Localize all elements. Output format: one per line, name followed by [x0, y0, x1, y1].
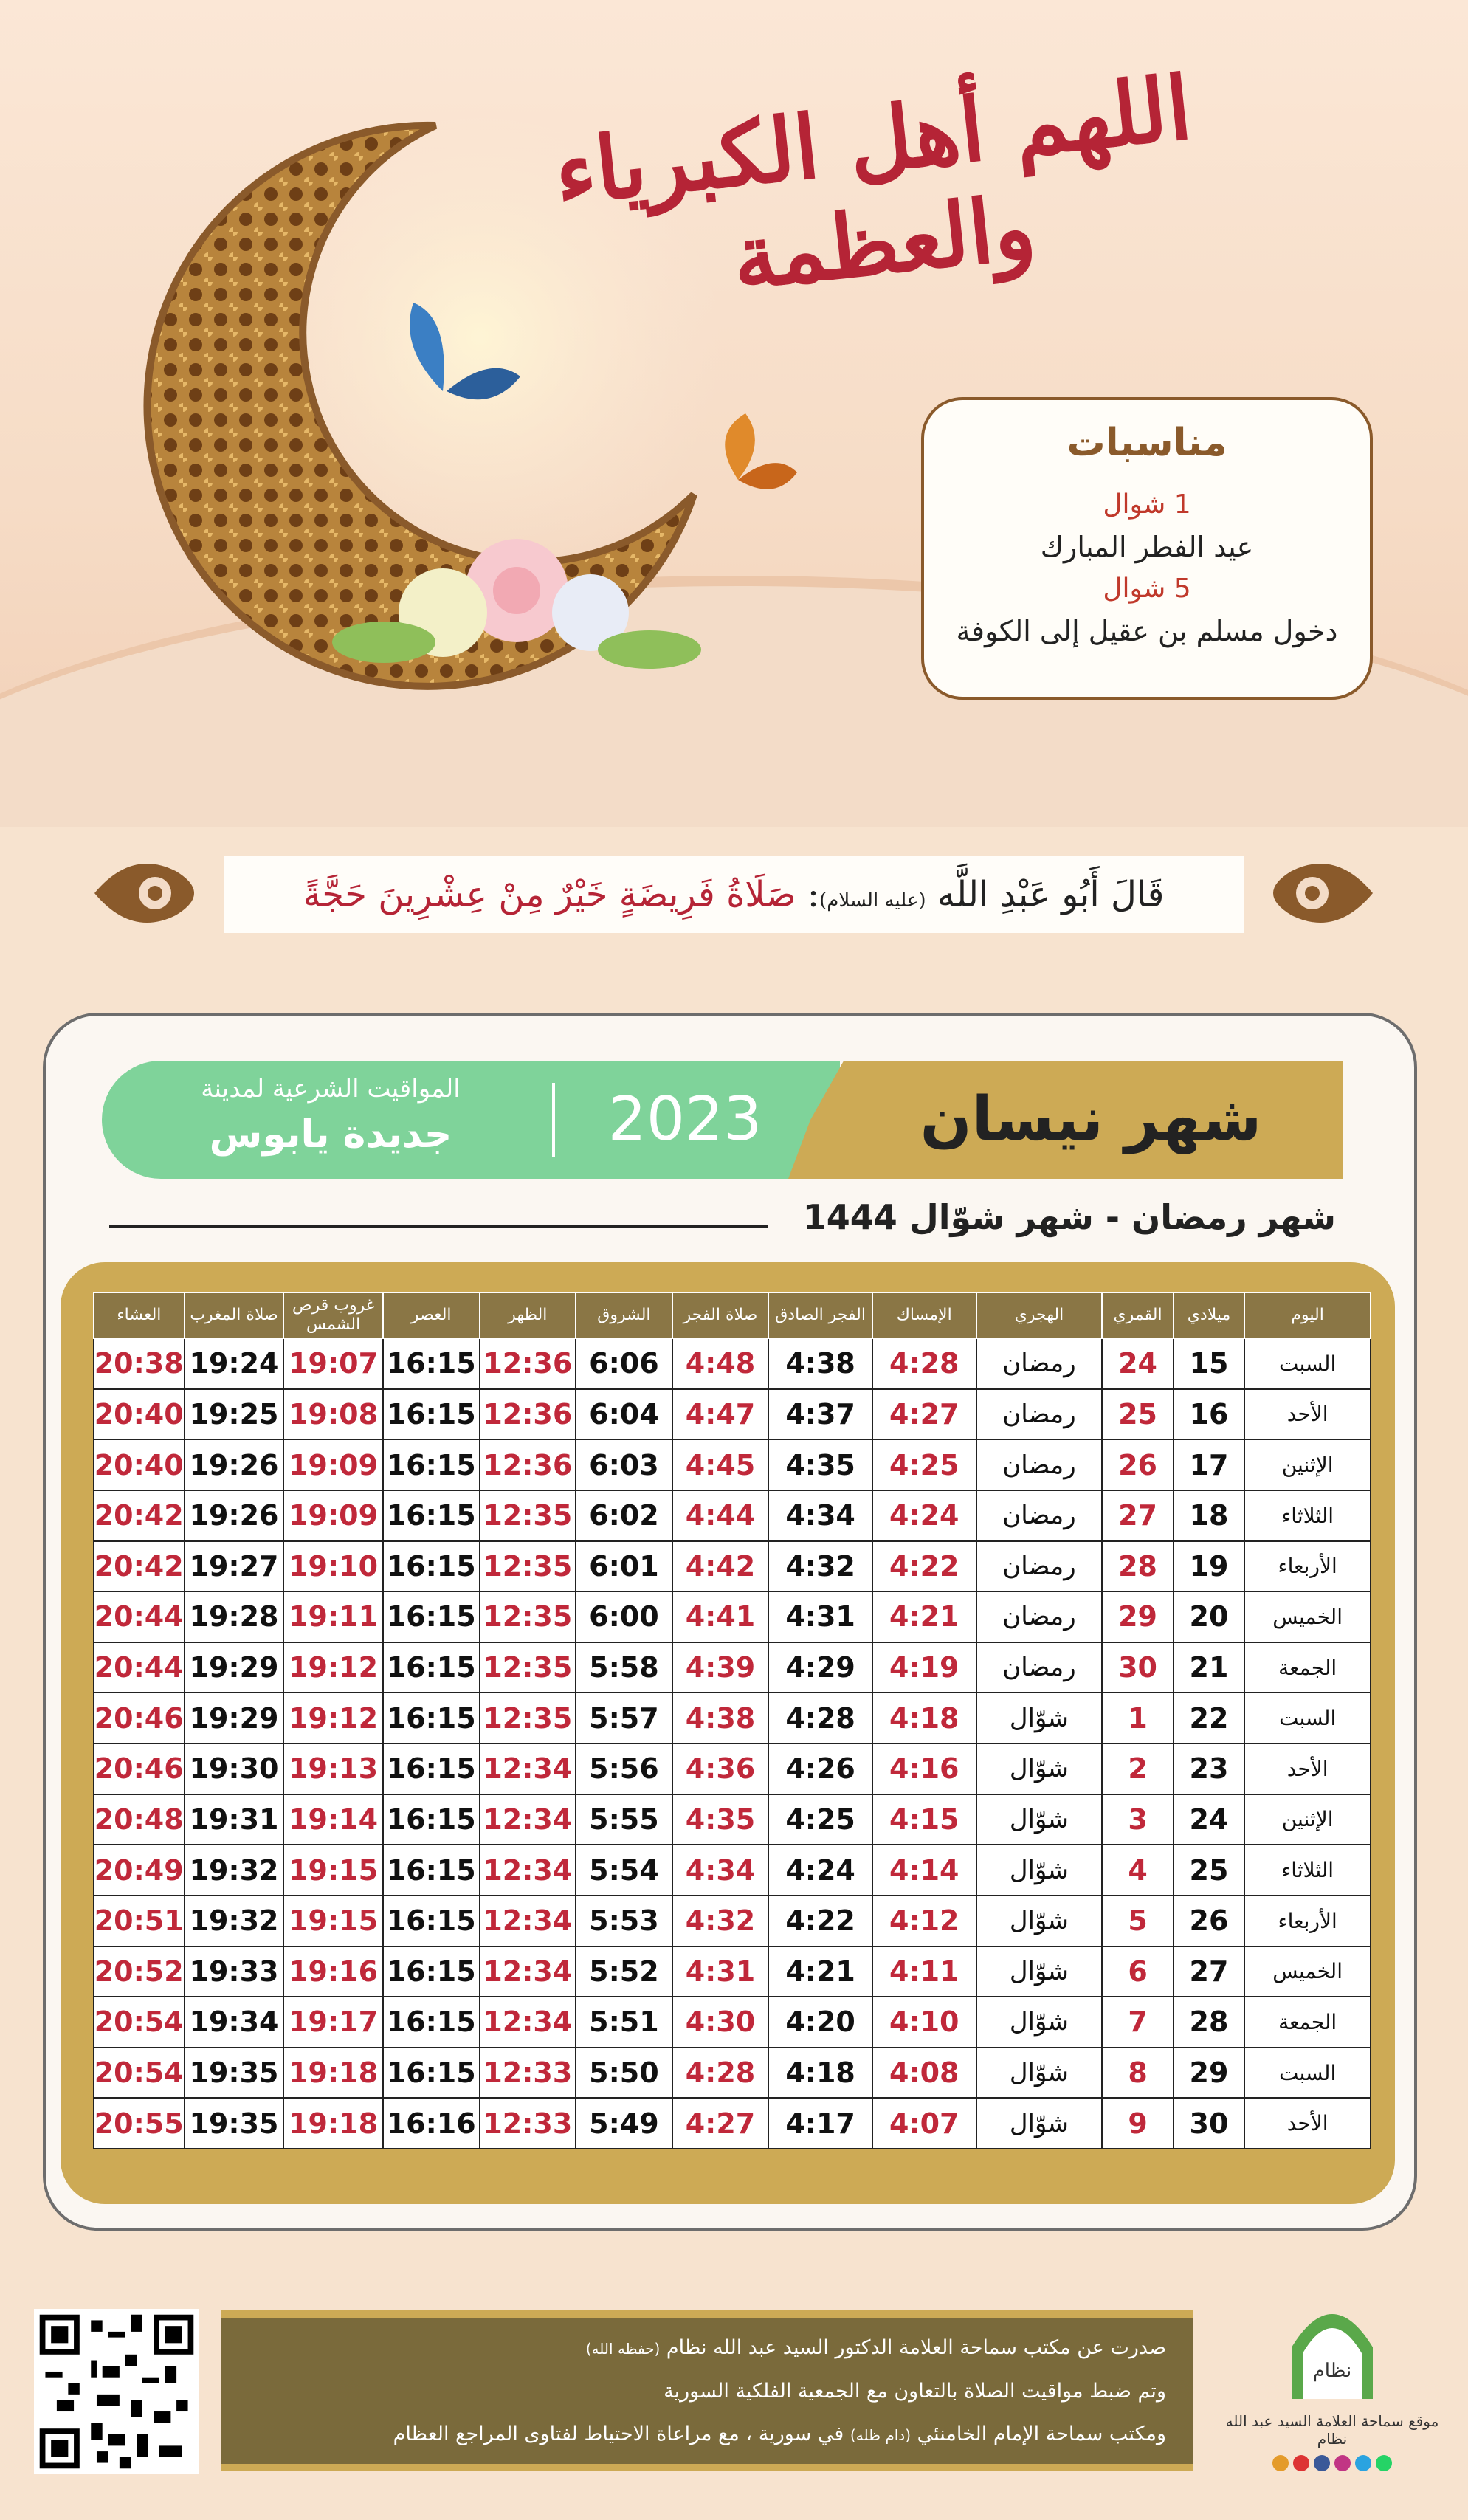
- cell-col-imsak: 4:11: [872, 1946, 976, 1997]
- cell-col-sunset: 19:09: [283, 1439, 383, 1490]
- cell-col-sunset: 19:12: [283, 1693, 383, 1743]
- cell-col-fajr-prayer: 4:30: [672, 1997, 769, 2048]
- cell-col-imsak: 4:07: [872, 2098, 976, 2149]
- cell-col-sunrise: 6:01: [576, 1541, 672, 1592]
- cell-col-sunrise: 5:50: [576, 2048, 672, 2099]
- header-col-day: اليوم: [1244, 1292, 1371, 1338]
- cell-col-fajr-prayer: 4:32: [672, 1896, 769, 1946]
- cell-col-fajr-true: 4:21: [768, 1946, 872, 1997]
- table-row: [94, 1946, 1371, 1997]
- cell-col-fajr-true: 4:35: [768, 1439, 872, 1490]
- cell-col-hijri-month: شوّال: [976, 1997, 1103, 2048]
- cell-col-gregorian: 21: [1174, 1642, 1244, 1693]
- cell-col-fajr-true: 4:18: [768, 2048, 872, 2099]
- cell-col-sunrise: 5:56: [576, 1743, 672, 1794]
- cell-col-asr: 16:15: [383, 1896, 480, 1946]
- cell-col-lunar: 5: [1102, 1896, 1173, 1946]
- cell-col-isha: 20:44: [94, 1591, 185, 1642]
- city-label: المواقيت الشرعية لمدينة: [201, 1074, 461, 1104]
- table-row: [94, 1743, 1371, 1794]
- cell-col-isha: 20:48: [94, 1794, 185, 1845]
- cell-col-hijri-month: شوّال: [976, 2048, 1103, 2099]
- cell-col-sunset: 19:07: [283, 1338, 383, 1389]
- cell-col-sunset: 19:18: [283, 2098, 383, 2149]
- cell-col-fajr-true: 4:34: [768, 1490, 872, 1541]
- hadith-honorific: (عليه السلام): [819, 889, 926, 912]
- cell-col-gregorian: 25: [1174, 1845, 1244, 1896]
- cell-col-sunset: 19:15: [283, 1845, 383, 1896]
- cell-col-isha: 20:52: [94, 1946, 185, 1997]
- table-row: [94, 1591, 1371, 1642]
- hadith-band: [87, 841, 1380, 945]
- cell-col-fajr-true: 4:25: [768, 1794, 872, 1845]
- cell-col-day: الأربعاء: [1244, 1541, 1371, 1592]
- cell-col-sunset: 19:12: [283, 1642, 383, 1693]
- cell-col-isha: 20:51: [94, 1896, 185, 1946]
- cell-col-sunrise: 6:00: [576, 1591, 672, 1642]
- header-col-sunset: غروب قرص الشمس: [283, 1292, 383, 1338]
- cell-col-asr: 16:15: [383, 1591, 480, 1642]
- cell-col-fajr-true: 4:38: [768, 1338, 872, 1389]
- cell-col-isha: 20:54: [94, 2048, 185, 2099]
- cell-col-asr: 16:15: [383, 1794, 480, 1845]
- cell-col-sunrise: 6:02: [576, 1490, 672, 1541]
- footer-text: في سورية ، مع مراعاة الاحتياط لفتاوى المراجع العظام: [393, 2423, 844, 2445]
- cell-col-isha: 20:40: [94, 1439, 185, 1490]
- cell-col-lunar: 7: [1102, 1997, 1173, 2048]
- cell-col-sunset: 19:16: [283, 1946, 383, 1997]
- cell-col-hijri-month: شوّال: [976, 1794, 1103, 1845]
- cell-col-asr: 16:15: [383, 1845, 480, 1896]
- header-col-imsak: الإمساك: [872, 1292, 976, 1338]
- cell-col-isha: 20:54: [94, 1997, 185, 2048]
- cell-col-sunset: 19:18: [283, 2048, 383, 2099]
- cell-col-sunset: 19:14: [283, 1794, 383, 1845]
- table-body: [94, 1338, 1371, 2149]
- band-divider: [552, 1083, 555, 1157]
- cell-col-imsak: 4:28: [872, 1338, 976, 1389]
- ornament-right-icon: [1244, 841, 1380, 945]
- facebook-icon[interactable]: [1314, 2455, 1330, 2471]
- cell-col-gregorian: 30: [1174, 2098, 1244, 2149]
- cell-col-imsak: 4:19: [872, 1642, 976, 1693]
- hijri-months: شهر رمضان - شهر شوّال 1444: [802, 1197, 1336, 1237]
- telegram-icon[interactable]: [1355, 2455, 1371, 2471]
- cell-col-fajr-prayer: 4:42: [672, 1541, 769, 1592]
- cell-col-isha: 20:46: [94, 1743, 185, 1794]
- cell-col-day: الإثنين: [1244, 1439, 1371, 1490]
- city-name: جديدة يابوس: [209, 1112, 452, 1157]
- cell-col-sunset: 19:17: [283, 1997, 383, 2048]
- table-header-row: [94, 1292, 1371, 1338]
- cell-col-hijri-month: رمضان: [976, 1439, 1103, 1490]
- header-col-sunrise: الشروق: [576, 1292, 672, 1338]
- header-col-dhuhr: الظهر: [480, 1292, 576, 1338]
- footer-line: [248, 2327, 1166, 2370]
- cell-col-imsak: 4:22: [872, 1541, 976, 1592]
- header-col-maghrib: صلاة المغرب: [185, 1292, 284, 1338]
- cell-col-asr: 16:15: [383, 1389, 480, 1440]
- cell-col-lunar: 28: [1102, 1541, 1173, 1592]
- cell-col-lunar: 3: [1102, 1794, 1173, 1845]
- cell-col-maghrib: 19:32: [185, 1845, 284, 1896]
- cell-col-day: السبت: [1244, 1693, 1371, 1743]
- cell-col-lunar: 29: [1102, 1591, 1173, 1642]
- cell-col-lunar: 1: [1102, 1693, 1173, 1743]
- cell-col-hijri-month: رمضان: [976, 1541, 1103, 1592]
- cell-col-gregorian: 17: [1174, 1439, 1244, 1490]
- cell-col-fajr-true: 4:28: [768, 1693, 872, 1743]
- cell-col-asr: 16:15: [383, 1997, 480, 2048]
- cell-col-asr: 16:15: [383, 1541, 480, 1592]
- table-row: [94, 1693, 1371, 1743]
- cell-col-gregorian: 23: [1174, 1743, 1244, 1794]
- cell-col-maghrib: 19:27: [185, 1541, 284, 1592]
- cell-col-lunar: 2: [1102, 1743, 1173, 1794]
- cell-col-fajr-prayer: 4:34: [672, 1845, 769, 1896]
- cell-col-gregorian: 27: [1174, 1946, 1244, 1997]
- cell-col-fajr-true: 4:20: [768, 1997, 872, 2048]
- hadith-quote: صَلَاةُ فَرِيضَةٍ خَيْرٌ مِنْ عِشْرِينَ حَجَّةً: [303, 874, 796, 915]
- event-date: 5 شوال: [1103, 574, 1191, 604]
- cell-col-gregorian: 19: [1174, 1541, 1244, 1592]
- cell-col-sunrise: 5:57: [576, 1693, 672, 1743]
- cell-col-lunar: 26: [1102, 1439, 1173, 1490]
- cell-col-gregorian: 29: [1174, 2048, 1244, 2099]
- footer-line: [248, 2413, 1166, 2457]
- cell-col-day: الخميس: [1244, 1591, 1371, 1642]
- cell-col-isha: 20:40: [94, 1389, 185, 1440]
- cell-col-day: الخميس: [1244, 1946, 1371, 1997]
- cell-col-isha: 20:44: [94, 1642, 185, 1693]
- cell-col-dhuhr: 12:36: [480, 1439, 576, 1490]
- cell-col-day: الأحد: [1244, 1743, 1371, 1794]
- cell-col-hijri-month: شوّال: [976, 1693, 1103, 1743]
- footer-text: صدرت عن مكتب سماحة العلامة الدكتور السيد عبد الله نظام: [666, 2336, 1166, 2359]
- cell-col-day: السبت: [1244, 2048, 1371, 2099]
- cell-col-gregorian: 20: [1174, 1591, 1244, 1642]
- cell-col-imsak: 4:14: [872, 1845, 976, 1896]
- cell-col-dhuhr: 12:35: [480, 1490, 576, 1541]
- cell-col-day: الأحد: [1244, 1389, 1371, 1440]
- month-name: شهر نيسان: [920, 1084, 1262, 1154]
- cell-col-fajr-true: 4:32: [768, 1541, 872, 1592]
- cell-col-asr: 16:15: [383, 1490, 480, 1541]
- cell-col-asr: 16:15: [383, 2048, 480, 2099]
- cell-col-hijri-month: رمضان: [976, 1389, 1103, 1440]
- cell-col-day: السبت: [1244, 1338, 1371, 1389]
- cell-col-dhuhr: 12:35: [480, 1591, 576, 1642]
- cell-col-imsak: 4:18: [872, 1693, 976, 1743]
- cell-col-fajr-true: 4:17: [768, 2098, 872, 2149]
- cell-col-dhuhr: 12:34: [480, 1997, 576, 2048]
- cell-col-fajr-prayer: 4:41: [672, 1591, 769, 1642]
- cell-col-lunar: 8: [1102, 2048, 1173, 2099]
- cell-col-sunset: 19:10: [283, 1541, 383, 1592]
- cell-col-hijri-month: شوّال: [976, 1896, 1103, 1946]
- cell-col-asr: 16:15: [383, 1693, 480, 1743]
- table-row: [94, 1439, 1371, 1490]
- footer-credits: [221, 2310, 1193, 2471]
- cell-col-hijri-month: رمضان: [976, 1490, 1103, 1541]
- cell-col-maghrib: 19:33: [185, 1946, 284, 1997]
- cell-col-isha: 20:46: [94, 1693, 185, 1743]
- cell-col-lunar: 30: [1102, 1642, 1173, 1693]
- cell-col-day: الثلاثاء: [1244, 1490, 1371, 1541]
- cell-col-fajr-true: 4:22: [768, 1896, 872, 1946]
- cell-col-maghrib: 19:26: [185, 1439, 284, 1490]
- cell-col-sunrise: 5:52: [576, 1946, 672, 1997]
- cell-col-dhuhr: 12:35: [480, 1642, 576, 1693]
- header-col-isha: العشاء: [94, 1292, 185, 1338]
- cell-col-isha: 20:42: [94, 1490, 185, 1541]
- cell-col-fajr-prayer: 4:48: [672, 1338, 769, 1389]
- cell-col-dhuhr: 12:34: [480, 1794, 576, 1845]
- dome-logo-icon: [1277, 2288, 1388, 2406]
- cell-col-fajr-true: 4:29: [768, 1642, 872, 1693]
- month-banner: [102, 1061, 1343, 1179]
- cell-col-imsak: 4:10: [872, 1997, 976, 2048]
- footer-note: (حفظه الله): [585, 2340, 661, 2358]
- cell-col-lunar: 4: [1102, 1845, 1173, 1896]
- cell-col-gregorian: 22: [1174, 1693, 1244, 1743]
- cell-col-isha: 20:55: [94, 2098, 185, 2149]
- cell-col-maghrib: 19:32: [185, 1896, 284, 1946]
- year: 2023: [607, 1084, 762, 1154]
- cell-col-imsak: 4:15: [872, 1794, 976, 1845]
- cell-col-fajr-prayer: 4:39: [672, 1642, 769, 1693]
- event-name: دخول مسلم بن عقيل إلى الكوفة: [956, 615, 1338, 647]
- header-col-fajr-true: الفجر الصادق: [768, 1292, 872, 1338]
- cell-col-lunar: 9: [1102, 2098, 1173, 2149]
- cell-col-fajr-prayer: 4:27: [672, 2098, 769, 2149]
- cell-col-fajr-prayer: 4:38: [672, 1693, 769, 1743]
- cell-col-dhuhr: 12:34: [480, 1845, 576, 1896]
- cell-col-maghrib: 19:35: [185, 2048, 284, 2099]
- cell-col-fajr-prayer: 4:47: [672, 1389, 769, 1440]
- cell-col-sunset: 19:13: [283, 1743, 383, 1794]
- cell-col-maghrib: 19:25: [185, 1389, 284, 1440]
- cell-col-dhuhr: 12:34: [480, 1946, 576, 1997]
- qr-code-icon[interactable]: [34, 2309, 199, 2474]
- cell-col-dhuhr: 12:34: [480, 1896, 576, 1946]
- cell-col-maghrib: 19:28: [185, 1591, 284, 1642]
- cell-col-hijri-month: شوّال: [976, 1946, 1103, 1997]
- cell-col-sunrise: 5:49: [576, 2098, 672, 2149]
- footer-note: (دام ظله): [850, 2426, 911, 2444]
- cell-col-dhuhr: 12:33: [480, 2048, 576, 2099]
- cell-col-fajr-true: 4:24: [768, 1845, 872, 1896]
- cell-col-maghrib: 19:29: [185, 1642, 284, 1693]
- ornament-left-icon: [87, 841, 224, 945]
- cell-col-dhuhr: 12:33: [480, 2098, 576, 2149]
- header-col-hijri-month: الهجري: [976, 1292, 1103, 1338]
- cell-col-dhuhr: 12:36: [480, 1389, 576, 1440]
- cell-col-maghrib: 19:29: [185, 1693, 284, 1743]
- footer-text: ومكتب سماحة الإمام الخامنئي: [917, 2423, 1166, 2445]
- cell-col-maghrib: 19:35: [185, 2098, 284, 2149]
- cell-col-maghrib: 19:24: [185, 1338, 284, 1389]
- cell-col-sunrise: 6:06: [576, 1338, 672, 1389]
- hijri-underline: [109, 1225, 768, 1228]
- logo-caption: موقع سماحة العلامة السيد عبد الله نظام: [1225, 2412, 1439, 2448]
- cell-col-imsak: 4:24: [872, 1490, 976, 1541]
- cell-col-dhuhr: 12:36: [480, 1338, 576, 1389]
- table-row: [94, 1338, 1371, 1389]
- youtube-icon[interactable]: [1293, 2455, 1309, 2471]
- cell-col-fajr-prayer: 4:45: [672, 1439, 769, 1490]
- cell-col-fajr-true: 4:37: [768, 1389, 872, 1440]
- cell-col-imsak: 4:25: [872, 1439, 976, 1490]
- cell-col-imsak: 4:12: [872, 1896, 976, 1946]
- cell-col-lunar: 24: [1102, 1338, 1173, 1389]
- cell-col-sunset: 19:09: [283, 1490, 383, 1541]
- hadith-prefix: قَالَ أَبُو عَبْدِ اللَّه: [937, 874, 1165, 915]
- cell-col-isha: 20:38: [94, 1338, 185, 1389]
- cell-col-sunrise: 6:04: [576, 1389, 672, 1440]
- cell-col-imsak: 4:27: [872, 1389, 976, 1440]
- website-icon[interactable]: [1272, 2455, 1289, 2471]
- cell-col-sunrise: 5:58: [576, 1642, 672, 1693]
- cell-col-sunrise: 5:51: [576, 1997, 672, 2048]
- cell-col-maghrib: 19:31: [185, 1794, 284, 1845]
- cell-col-fajr-prayer: 4:44: [672, 1490, 769, 1541]
- cell-col-maghrib: 19:30: [185, 1743, 284, 1794]
- cell-col-gregorian: 26: [1174, 1896, 1244, 1946]
- cell-col-hijri-month: رمضان: [976, 1591, 1103, 1642]
- hero-banner: [0, 0, 1468, 827]
- table-row: [94, 1997, 1371, 2048]
- cell-col-dhuhr: 12:35: [480, 1541, 576, 1592]
- cell-col-hijri-month: رمضان: [976, 1338, 1103, 1389]
- cell-col-fajr-prayer: 4:31: [672, 1946, 769, 1997]
- cell-col-sunrise: 5:55: [576, 1794, 672, 1845]
- cell-col-isha: 20:49: [94, 1845, 185, 1896]
- cell-col-dhuhr: 12:34: [480, 1743, 576, 1794]
- event-name: عيد الفطر المبارك: [1040, 531, 1254, 563]
- header-col-lunar: القمري: [1102, 1292, 1173, 1338]
- table-row: [94, 1389, 1371, 1440]
- cell-col-gregorian: 18: [1174, 1490, 1244, 1541]
- cell-col-hijri-month: شوّال: [976, 1743, 1103, 1794]
- cell-col-imsak: 4:21: [872, 1591, 976, 1642]
- table-row: [94, 1794, 1371, 1845]
- calligraphy-title: اللهم أهل الكبرياء والعظمة: [549, 55, 1196, 309]
- cell-col-hijri-month: شوّال: [976, 2098, 1103, 2149]
- table-row: [94, 2048, 1371, 2099]
- cell-col-fajr-true: 4:31: [768, 1591, 872, 1642]
- event-date: 1 شوال: [1103, 489, 1191, 520]
- cell-col-gregorian: 24: [1174, 1794, 1244, 1845]
- cell-col-asr: 16:15: [383, 1642, 480, 1693]
- cell-col-fajr-true: 4:26: [768, 1743, 872, 1794]
- cell-col-isha: 20:42: [94, 1541, 185, 1592]
- whatsapp-icon[interactable]: [1376, 2455, 1392, 2471]
- prayer-times-table: [93, 1292, 1371, 2149]
- cell-col-sunset: 19:08: [283, 1389, 383, 1440]
- hadith-text: قَالَ أَبُو عَبْدِ اللَّه (عليه السلام): صَلَاةُ فَرِيضَةٍ خَيْرٌ مِنْ عِشْرِينَ حَجَّةً: [303, 874, 1165, 915]
- cell-col-lunar: 27: [1102, 1490, 1173, 1541]
- cell-col-maghrib: 19:34: [185, 1997, 284, 2048]
- events-card: [921, 397, 1373, 700]
- cell-col-sunrise: 6:03: [576, 1439, 672, 1490]
- cell-col-asr: 16:15: [383, 1946, 480, 1997]
- cell-col-asr: 16:16: [383, 2098, 480, 2149]
- table-row: [94, 1896, 1371, 1946]
- instagram-icon[interactable]: [1334, 2455, 1351, 2471]
- events-title: مناسبات: [1066, 421, 1227, 465]
- cell-col-day: الأحد: [1244, 2098, 1371, 2149]
- cell-col-imsak: 4:08: [872, 2048, 976, 2099]
- cell-col-day: الجمعة: [1244, 1642, 1371, 1693]
- cell-col-sunrise: 5:54: [576, 1845, 672, 1896]
- cell-col-day: الأربعاء: [1244, 1896, 1371, 1946]
- cell-col-asr: 16:15: [383, 1338, 480, 1389]
- table-row: [94, 1642, 1371, 1693]
- cell-col-hijri-month: شوّال: [976, 1845, 1103, 1896]
- cell-col-gregorian: 16: [1174, 1389, 1244, 1440]
- cell-col-day: الجمعة: [1244, 1997, 1371, 2048]
- cell-col-lunar: 6: [1102, 1946, 1173, 1997]
- table-row: [94, 1490, 1371, 1541]
- cell-col-gregorian: 28: [1174, 1997, 1244, 2048]
- cell-col-fajr-prayer: 4:28: [672, 2048, 769, 2099]
- cell-col-asr: 16:15: [383, 1743, 480, 1794]
- footer-line: وتم ضبط مواقيت الصلاة بالتعاون مع الجمعية الفلكية السورية: [664, 2380, 1166, 2403]
- header-col-gregorian: ميلادي: [1174, 1292, 1244, 1338]
- table-row: [94, 2098, 1371, 2149]
- cell-col-sunrise: 5:53: [576, 1896, 672, 1946]
- cell-col-asr: 16:15: [383, 1439, 480, 1490]
- cell-col-dhuhr: 12:35: [480, 1693, 576, 1743]
- cell-col-sunset: 19:11: [283, 1591, 383, 1642]
- logo-block[interactable]: [1225, 2288, 1439, 2488]
- social-icons: [1225, 2455, 1439, 2474]
- cell-col-fajr-prayer: 4:35: [672, 1794, 769, 1845]
- header-col-asr: العصر: [383, 1292, 480, 1338]
- cell-col-fajr-prayer: 4:36: [672, 1743, 769, 1794]
- cell-col-sunset: 19:15: [283, 1896, 383, 1946]
- table-row: [94, 1541, 1371, 1592]
- svg-text:نظام: نظام: [1312, 2360, 1352, 2382]
- header-col-fajr-prayer: صلاة الفجر: [672, 1292, 769, 1338]
- cell-col-day: الإثنين: [1244, 1794, 1371, 1845]
- cell-col-gregorian: 15: [1174, 1338, 1244, 1389]
- cell-col-imsak: 4:16: [872, 1743, 976, 1794]
- cell-col-lunar: 25: [1102, 1389, 1173, 1440]
- cell-col-hijri-month: رمضان: [976, 1642, 1103, 1693]
- table-row: [94, 1845, 1371, 1896]
- cell-col-day: الثلاثاء: [1244, 1845, 1371, 1896]
- cell-col-maghrib: 19:26: [185, 1490, 284, 1541]
